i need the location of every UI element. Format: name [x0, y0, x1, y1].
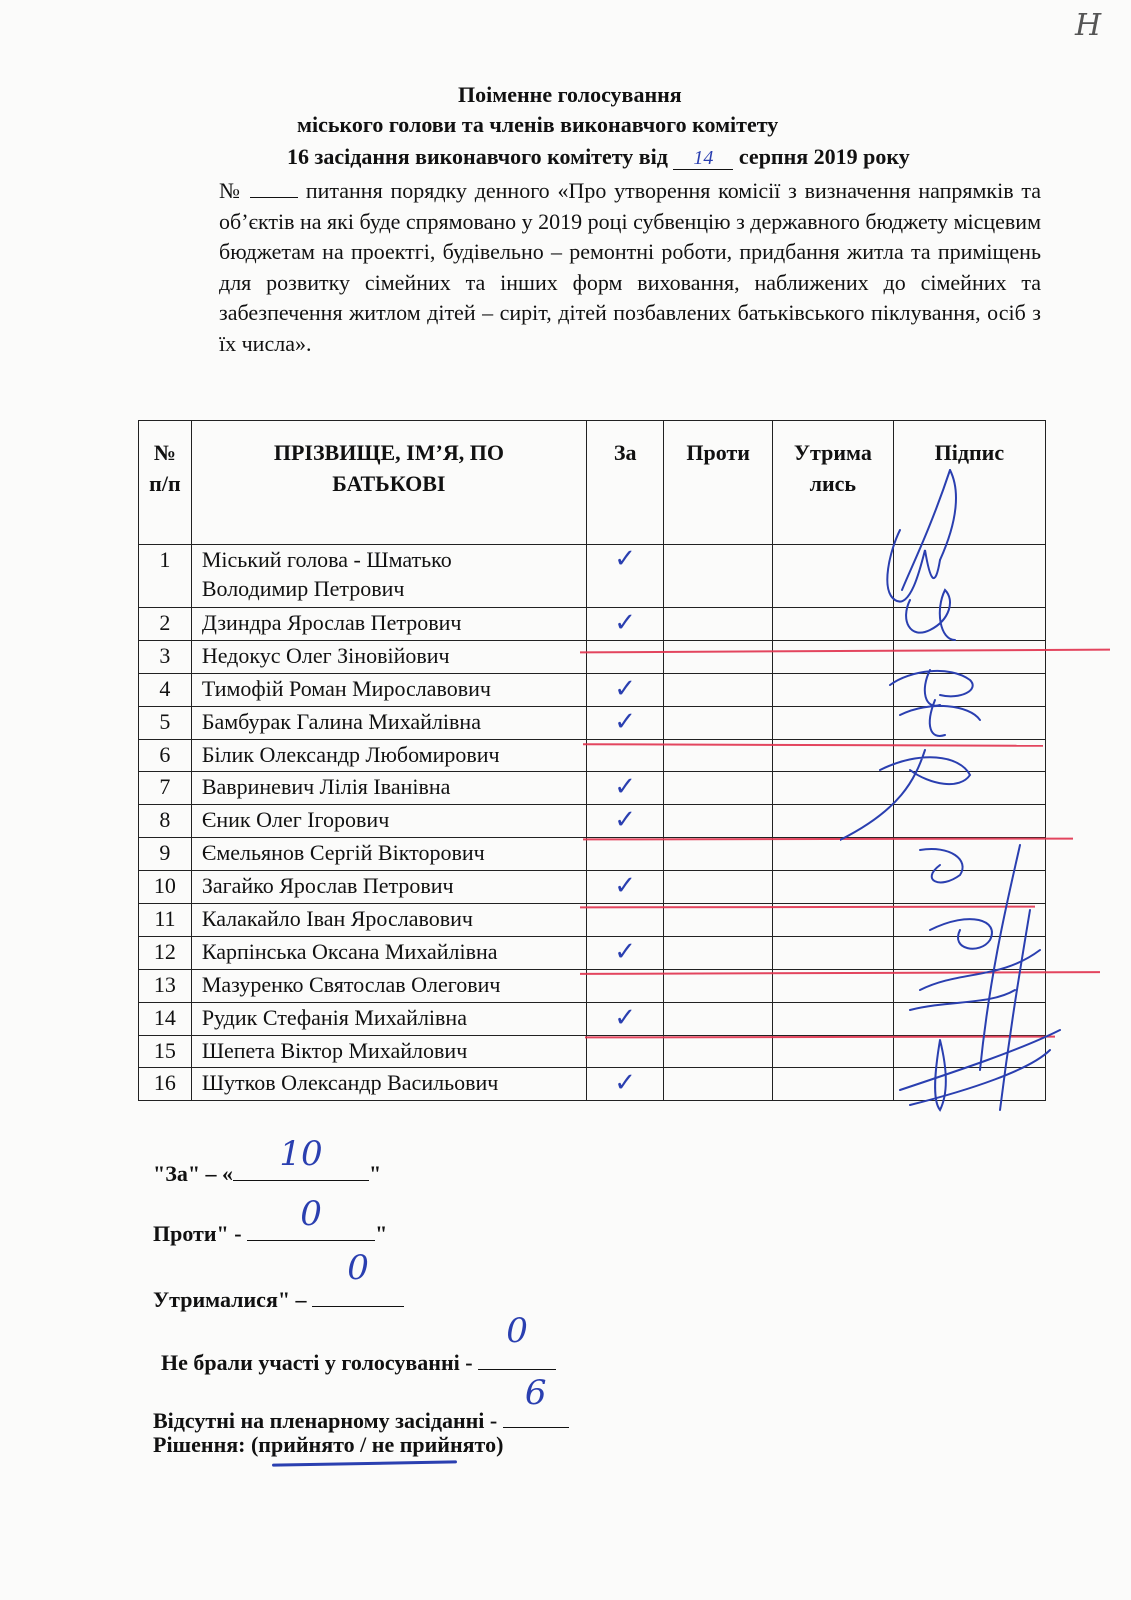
- signature-cell: [893, 608, 1045, 641]
- vote-for-cell: [586, 904, 663, 937]
- vote-abstained-cell: [772, 805, 893, 838]
- vote-abstained-cell: [772, 1035, 893, 1068]
- agenda-number-blank: [250, 181, 298, 198]
- row-number: 9: [139, 838, 192, 871]
- vote-against-cell: [664, 772, 773, 805]
- summary-against-close: ": [375, 1221, 388, 1246]
- table-row: [139, 904, 1046, 937]
- vote-for-cell: [586, 805, 663, 838]
- vote-abstained-cell: [772, 545, 893, 608]
- checkmark-icon: ✓: [614, 544, 637, 574]
- vote-against-cell: [664, 936, 773, 969]
- row-number: 5: [139, 706, 192, 739]
- member-name-line1: Міський голова - Шматько: [201, 547, 452, 572]
- member-name: Мазуренко Святослав Олегович: [191, 969, 586, 1002]
- decision-label: Рішення: (прийнято / не прийнято): [153, 1432, 504, 1457]
- summary-abstained: [153, 1248, 404, 1313]
- vote-for-cell: [586, 640, 663, 673]
- signature-cell: [893, 805, 1045, 838]
- row-number: 1: [139, 545, 192, 608]
- checkmark-icon: ✓: [614, 608, 637, 638]
- vote-against-cell: [664, 871, 773, 904]
- vote-abstained-cell: [772, 838, 893, 871]
- table-row: [139, 936, 1046, 969]
- vote-abstained-cell: [772, 871, 893, 904]
- summary-for-line: [233, 1134, 369, 1181]
- header-for: За: [586, 421, 663, 545]
- vote-against-cell: [664, 1068, 773, 1101]
- header-name: ПРІЗВИЩЕ, ІМ’Я, ПО БАТЬКОВІ: [191, 421, 586, 545]
- vote-abstained-cell: [772, 673, 893, 706]
- row-number: 6: [139, 739, 192, 772]
- summary-not-voted-label: Не брали участі у голосуванні -: [161, 1350, 473, 1375]
- member-name: Недокус Олег Зіновійович: [191, 640, 586, 673]
- member-name: Тимофій Роман Мирославович: [191, 673, 586, 706]
- checkmark-icon: ✓: [614, 871, 637, 902]
- vote-abstained-cell: [772, 706, 893, 739]
- summary-for: [153, 1134, 382, 1187]
- member-name: [191, 545, 586, 608]
- table-row: [139, 673, 1046, 706]
- header-num: № п/п: [139, 421, 192, 545]
- signature-cell: [893, 838, 1045, 871]
- summary-not-voted: [161, 1311, 556, 1376]
- document-subtitle: міського голови та членів виконавчого комітету: [297, 112, 779, 137]
- vote-for-cell: [586, 772, 663, 805]
- row-number: 11: [139, 904, 192, 937]
- member-name: Загайко Ярослав Петрович: [191, 871, 586, 904]
- vote-against-cell: [664, 904, 773, 937]
- vote-against-cell: [664, 640, 773, 673]
- table-row: [139, 805, 1046, 838]
- table-row: [139, 1035, 1046, 1068]
- roll-call-table: [138, 420, 1046, 1101]
- member-name: Калакайло Іван Ярославович: [191, 904, 586, 937]
- vote-abstained-cell: [772, 640, 893, 673]
- signature-cell: [893, 706, 1045, 739]
- signature-cell: [893, 1035, 1045, 1068]
- decision-line: [153, 1432, 503, 1458]
- vote-against-cell: [664, 1002, 773, 1035]
- signature-cell: [893, 772, 1045, 805]
- vote-abstained-cell: [772, 772, 893, 805]
- vote-for-cell: [586, 1068, 663, 1101]
- table-row: [139, 1068, 1046, 1101]
- table-row: [139, 838, 1046, 871]
- header-signature: Підпис: [893, 421, 1045, 545]
- signature-cell: [893, 1068, 1045, 1101]
- checkmark-icon: ✓: [614, 673, 637, 704]
- vote-for-cell: [586, 545, 663, 608]
- vote-abstained-cell: [772, 936, 893, 969]
- table-row: [139, 545, 1046, 608]
- vote-against-cell: [664, 805, 773, 838]
- row-number: 3: [139, 640, 192, 673]
- summary-absent: [153, 1373, 569, 1434]
- vote-against-cell: [664, 673, 773, 706]
- table-row: [139, 706, 1046, 739]
- table-row: [139, 871, 1046, 904]
- signature-cell: [893, 640, 1045, 673]
- member-name: Шепета Віктор Михайлович: [191, 1035, 586, 1068]
- summary-for-close: ": [369, 1161, 382, 1186]
- handwritten-date: 14: [673, 147, 733, 170]
- table-row: [139, 1002, 1046, 1035]
- vote-against-cell: [664, 608, 773, 641]
- signature-cell: [893, 1002, 1045, 1035]
- vote-for-cell: [586, 608, 663, 641]
- summary-for-value: 10: [279, 1134, 323, 1174]
- agenda-paragraph: [219, 176, 1041, 359]
- member-name: Бамбурак Галина Михайлівна: [191, 706, 586, 739]
- summary-against-value: 0: [300, 1194, 322, 1234]
- checkmark-icon: ✓: [614, 772, 637, 803]
- vote-against-cell: [664, 545, 773, 608]
- member-name: Єник Олег Ігорович: [191, 805, 586, 838]
- row-number: 7: [139, 772, 192, 805]
- summary-absent-value: 6: [524, 1373, 547, 1413]
- meeting-suffix: серпня 2019 року: [738, 144, 910, 169]
- vote-for-cell: [586, 1035, 663, 1068]
- summary-against: [153, 1194, 388, 1247]
- agenda-text: питання порядку денного «Про утворення комісії з визначення напрямків та об’єктів на які буде спрямовано у 2019 році субвенцію з державного бюджету місцевим бюджетам на проектгі, будівельно – ремонтні роботи, придбання житла та приміщень для розвитку сімейних та інших форм виховання, наближених до сімейних та забезпечення житлом дітей – сиріт, дітей позбавлених батьківського піклування, осіб з їх числа».: [219, 178, 1042, 356]
- signature-cell: [893, 871, 1045, 904]
- vote-against-cell: [664, 706, 773, 739]
- vote-for-cell: [586, 936, 663, 969]
- vote-abstained-cell: [772, 1068, 893, 1101]
- summary-absent-line: [503, 1373, 569, 1428]
- table-header-row: [139, 421, 1046, 545]
- signature-cell: [893, 545, 1045, 608]
- summary-against-line: [247, 1194, 375, 1241]
- signature-cell: [893, 673, 1045, 706]
- member-name: Білик Олександр Любомирович: [191, 739, 586, 772]
- vote-for-cell: [586, 1002, 663, 1035]
- checkmark-icon: ✓: [614, 706, 637, 737]
- row-number: 4: [139, 673, 192, 706]
- page-number-mark: Н: [1075, 8, 1102, 43]
- vote-for-cell: [586, 871, 663, 904]
- document-title: Поіменне голосування: [458, 82, 682, 107]
- header-abstained: Утрима лись: [772, 421, 893, 545]
- member-name: Рудик Стефанія Михайлівна: [191, 1002, 586, 1035]
- signature-cell: [893, 904, 1045, 937]
- summary-for-label: "За" – «: [153, 1161, 234, 1186]
- vote-abstained-cell: [772, 1002, 893, 1035]
- row-number: 15: [139, 1035, 192, 1068]
- checkmark-icon: ✓: [614, 805, 637, 836]
- vote-for-cell: [586, 673, 663, 706]
- vote-abstained-cell: [772, 608, 893, 641]
- member-name-line2: Володимир Петрович: [201, 576, 405, 601]
- member-name: Карпінська Оксана Михайлівна: [191, 936, 586, 969]
- vote-against-cell: [664, 1035, 773, 1068]
- agenda-prefix: №: [219, 178, 243, 203]
- member-name: Дзиндра Ярослав Петрович: [191, 608, 586, 641]
- row-number: 2: [139, 608, 192, 641]
- row-number: 12: [139, 936, 192, 969]
- checkmark-icon: ✓: [614, 1068, 637, 1099]
- decision-underline-mark: [272, 1460, 457, 1466]
- checkmark-icon: ✓: [614, 936, 637, 967]
- row-number: 8: [139, 805, 192, 838]
- table-row: [139, 772, 1046, 805]
- row-number: 10: [139, 871, 192, 904]
- vote-abstained-cell: [772, 904, 893, 937]
- summary-against-label: Проти" -: [153, 1221, 242, 1246]
- meeting-line: [287, 144, 910, 170]
- signature-cell: [893, 936, 1045, 969]
- row-number: 13: [139, 969, 192, 1002]
- summary-not-voted-value: 0: [506, 1311, 528, 1351]
- header-against: Проти: [664, 421, 773, 545]
- table-row: [139, 608, 1046, 641]
- summary-not-voted-line: [478, 1311, 556, 1370]
- member-name: Ємельянов Сергій Вікторович: [191, 838, 586, 871]
- vote-abstained-cell: [772, 969, 893, 1002]
- vote-against-cell: [664, 838, 773, 871]
- table-row: [139, 640, 1046, 673]
- summary-abstained-label: Утрималися" –: [153, 1287, 307, 1312]
- summary-abstained-value: 0: [347, 1248, 369, 1288]
- signature-cell: [893, 969, 1045, 1002]
- row-number: 14: [139, 1002, 192, 1035]
- vote-for-cell: [586, 706, 663, 739]
- row-number: 16: [139, 1068, 192, 1101]
- checkmark-icon: ✓: [614, 1002, 637, 1033]
- member-name: Шутков Олександр Васильович: [191, 1068, 586, 1101]
- summary-abstained-line: [312, 1248, 404, 1307]
- meeting-prefix: 16 засідання виконавчого комітету від: [287, 144, 668, 169]
- summary-absent-label: Відсутні на пленарному засіданні -: [153, 1408, 498, 1433]
- member-name: Вавриневич Лілія Іванівна: [191, 772, 586, 805]
- vote-for-cell: [586, 838, 663, 871]
